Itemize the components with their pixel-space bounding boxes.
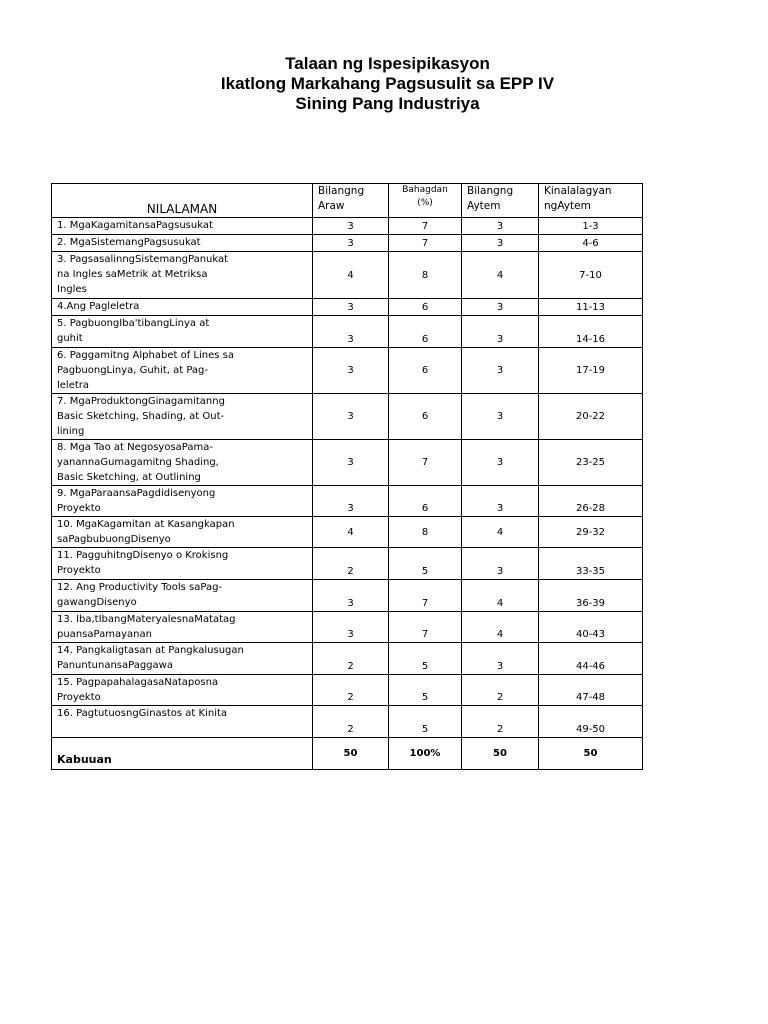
- araw-cell: 3: [313, 235, 389, 252]
- topic-cell: 16. PagtutuosngGinastos at Kinita: [52, 706, 313, 738]
- kinalalagyan-cell: 23-25: [539, 440, 643, 486]
- bahagdan-cell: 6: [389, 316, 462, 348]
- aytem-cell: 3: [462, 218, 539, 235]
- topic-cell: 1. MgaKagamitansaPagsusukat: [52, 218, 313, 235]
- aytem-cell: 3: [462, 643, 539, 675]
- aytem-cell: 3: [462, 348, 539, 394]
- topic-cell: 13. Iba,tIbangMateryalesnaMatatag puansaPamayanan: [52, 612, 313, 643]
- table-row: [52, 394, 643, 440]
- table-row: [52, 316, 643, 348]
- bahagdan-cell: 5: [389, 706, 462, 738]
- topic-cell: 2. MgaSistemangPagsusukat: [52, 235, 313, 252]
- table-row: [52, 235, 643, 252]
- bahagdan-cell: 7: [389, 612, 462, 643]
- aytem-cell: 2: [462, 706, 539, 738]
- aytem-cell: 3: [462, 299, 539, 316]
- araw-cell: 3: [313, 440, 389, 486]
- table-body: [52, 218, 643, 770]
- kinalalagyan-cell: 4-6: [539, 235, 643, 252]
- bahagdan-cell: 8: [389, 517, 462, 548]
- aytem-cell: 4: [462, 612, 539, 643]
- table-row: [52, 612, 643, 643]
- bahagdan-cell: 6: [389, 486, 462, 517]
- araw-cell: 2: [313, 548, 389, 580]
- total-araw: 50: [313, 738, 389, 770]
- bahagdan-cell: 5: [389, 675, 462, 706]
- araw-cell: 3: [313, 316, 389, 348]
- total-aytem: 50: [462, 738, 539, 770]
- araw-cell: 2: [313, 643, 389, 675]
- kinalalagyan-cell: 17-19: [539, 348, 643, 394]
- title-line-1: Talaan ng Ispesipikasyon: [285, 54, 490, 73]
- araw-cell: 2: [313, 706, 389, 738]
- kinalalagyan-cell: 44-46: [539, 643, 643, 675]
- column-header-bilang-aytem: Bilangng Aytem: [462, 184, 539, 218]
- table-row: [52, 486, 643, 517]
- araw-cell: 4: [313, 252, 389, 299]
- specification-table: [51, 183, 643, 770]
- table-row: [52, 299, 643, 316]
- topic-cell: 11. PagguhitngDisenyo o Krokisng Proyekto: [52, 548, 313, 580]
- kinalalagyan-cell: 49-50: [539, 706, 643, 738]
- table-header-row: [52, 184, 643, 218]
- title-line-3: Sining Pang Industriya: [295, 94, 480, 113]
- total-kinalalagyan: 50: [539, 738, 643, 770]
- topic-cell: 9. MgaParaansaPagdidisenyong Proyekto: [52, 486, 313, 517]
- document-title: [0, 54, 768, 114]
- table-row: [52, 675, 643, 706]
- total-label: Kabuuan: [52, 738, 313, 770]
- aytem-cell: 3: [462, 486, 539, 517]
- table-row: [52, 252, 643, 299]
- table-row: [52, 440, 643, 486]
- aytem-cell: 2: [462, 675, 539, 706]
- aytem-cell: 3: [462, 316, 539, 348]
- topic-cell: 14. Pangkaligtasan at Pangkalusugan PanuntunansaPaggawa: [52, 643, 313, 675]
- topic-cell: 8. Mga Tao at NegosyosaPama- yanannaGumagamitng Shading, Basic Sketching, at Outlining: [52, 440, 313, 486]
- bahagdan-cell: 7: [389, 218, 462, 235]
- topic-cell: 4.Ang Pagleletra: [52, 299, 313, 316]
- kinalalagyan-cell: 14-16: [539, 316, 643, 348]
- araw-cell: 3: [313, 299, 389, 316]
- table-row: [52, 580, 643, 612]
- araw-cell: 3: [313, 580, 389, 612]
- araw-cell: 3: [313, 612, 389, 643]
- kinalalagyan-cell: 20-22: [539, 394, 643, 440]
- araw-cell: 3: [313, 348, 389, 394]
- table-row: [52, 548, 643, 580]
- araw-cell: 4: [313, 517, 389, 548]
- aytem-cell: 4: [462, 580, 539, 612]
- column-header-nilalaman: NILALAMAN: [52, 184, 313, 218]
- bahagdan-cell: 6: [389, 299, 462, 316]
- column-header-bilang-araw: Bilangng Araw: [313, 184, 389, 218]
- topic-cell: 5. PagbuongIba'tibangLinya at guhit: [52, 316, 313, 348]
- topic-cell: 12. Ang Productivity Tools saPag- gawangDisenyo: [52, 580, 313, 612]
- topic-cell: 7. MgaProduktongGinagamitanng Basic Sketching, Shading, at Out- lining: [52, 394, 313, 440]
- total-row: [52, 738, 643, 770]
- table-row: [52, 348, 643, 394]
- aytem-cell: 3: [462, 394, 539, 440]
- aytem-cell: 4: [462, 517, 539, 548]
- table-row: [52, 643, 643, 675]
- column-header-bahagdan: Bahagdan (%): [389, 184, 462, 218]
- kinalalagyan-cell: 26-28: [539, 486, 643, 517]
- bahagdan-cell: 7: [389, 440, 462, 486]
- aytem-cell: 3: [462, 235, 539, 252]
- column-header-kinalalagyan: Kinalalagyan ngAytem: [539, 184, 643, 218]
- araw-cell: 3: [313, 486, 389, 517]
- topic-cell: 6. Paggamitng Alphabet of Lines sa PagbuongLinya, Guhit, at Pag- leletra: [52, 348, 313, 394]
- kinalalagyan-cell: 36-39: [539, 580, 643, 612]
- table-row: [52, 218, 643, 235]
- kinalalagyan-cell: 33-35: [539, 548, 643, 580]
- bahagdan-cell: 5: [389, 643, 462, 675]
- kinalalagyan-cell: 7-10: [539, 252, 643, 299]
- aytem-cell: 3: [462, 440, 539, 486]
- table-row: [52, 517, 643, 548]
- araw-cell: 3: [313, 218, 389, 235]
- kinalalagyan-cell: 47-48: [539, 675, 643, 706]
- kinalalagyan-cell: 1-3: [539, 218, 643, 235]
- kinalalagyan-cell: 11-13: [539, 299, 643, 316]
- araw-cell: 3: [313, 394, 389, 440]
- bahagdan-cell: 6: [389, 394, 462, 440]
- topic-cell: 15. PagpapahalagasaNataposna Proyekto: [52, 675, 313, 706]
- total-bahagdan: 100%: [389, 738, 462, 770]
- bahagdan-cell: 6: [389, 348, 462, 394]
- aytem-cell: 4: [462, 252, 539, 299]
- table-row: [52, 706, 643, 738]
- kinalalagyan-cell: 29-32: [539, 517, 643, 548]
- topic-cell: 10. MgaKagamitan at Kasangkapan saPagbubuongDisenyo: [52, 517, 313, 548]
- bahagdan-cell: 7: [389, 580, 462, 612]
- topic-cell: 3. PagsasalinngSistemangPanukat na Ingles saMetrik at Metriksa Ingles: [52, 252, 313, 299]
- araw-cell: 2: [313, 675, 389, 706]
- aytem-cell: 3: [462, 548, 539, 580]
- bahagdan-cell: 7: [389, 235, 462, 252]
- bahagdan-cell: 8: [389, 252, 462, 299]
- kinalalagyan-cell: 40-43: [539, 612, 643, 643]
- title-line-2: Ikatlong Markahang Pagsusulit sa EPP IV: [220, 74, 555, 93]
- bahagdan-cell: 5: [389, 548, 462, 580]
